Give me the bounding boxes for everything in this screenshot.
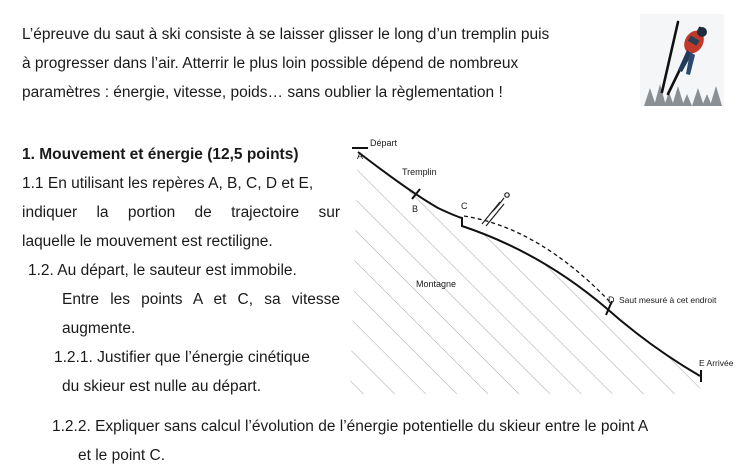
ski-jumper-photo (640, 14, 724, 106)
question-1-2-1-line-1: 1.2.1. Justifier que l’énergie cinétique (54, 349, 310, 366)
question-1-2-line-2: Entre les points A et C, sa vitesse (62, 291, 340, 308)
label-tremplin: Tremplin (402, 167, 437, 177)
question-1-2-2 (52, 412, 732, 470)
question-1-1-line-1: 1.1 En utilisant les repères A, B, C, D et E, (22, 175, 314, 192)
intro-line-2: à progresser dans l’air. Atterrir le plus loin possible dépend de nombreux (22, 55, 519, 72)
intro-paragraph (22, 20, 612, 107)
label-point-c: C (461, 201, 468, 211)
section-title: 1. Mouvement et énergie (12,5 points) (22, 146, 299, 163)
question-1-2-1-line-2: du skieur est nulle au départ. (62, 378, 262, 395)
question-1-2-line-1: 1.2. Au départ, le sauteur est immobile. (28, 262, 297, 279)
question-1-2-2-line-1: 1.2.2. Expliquer sans calcul l’évolution de l’énergie potentielle du skieur entre le point A (52, 418, 649, 435)
label-point-a: A (357, 151, 364, 161)
question-1-2-line-3: augmente. (62, 320, 136, 337)
intro-line-3: paramètres : énergie, vitesse, poids… sans oublier la règlementation ! (22, 84, 503, 101)
label-montagne: Montagne (416, 279, 457, 289)
question-1-1-line-2: indiquer la portion de trajectoire sur (22, 204, 340, 221)
question-1-2-2-line-2: et le point C. (78, 447, 166, 464)
label-arrivee: E Arrivée (699, 358, 734, 368)
label-point-b: B (412, 204, 419, 214)
label-depart: Départ (370, 138, 398, 148)
ski-jump-diagram (350, 132, 752, 394)
intro-line-1: L’épreuve du saut à ski consiste à se laisser glisser le long d’un tremplin puis (22, 26, 550, 43)
label-saut-mesure: Saut mesuré à cet endroit (619, 295, 717, 305)
questions-column (22, 140, 340, 401)
question-1-1-line-3: laquelle le mouvement est rectiligne. (22, 233, 273, 250)
label-point-d: D (608, 295, 615, 305)
